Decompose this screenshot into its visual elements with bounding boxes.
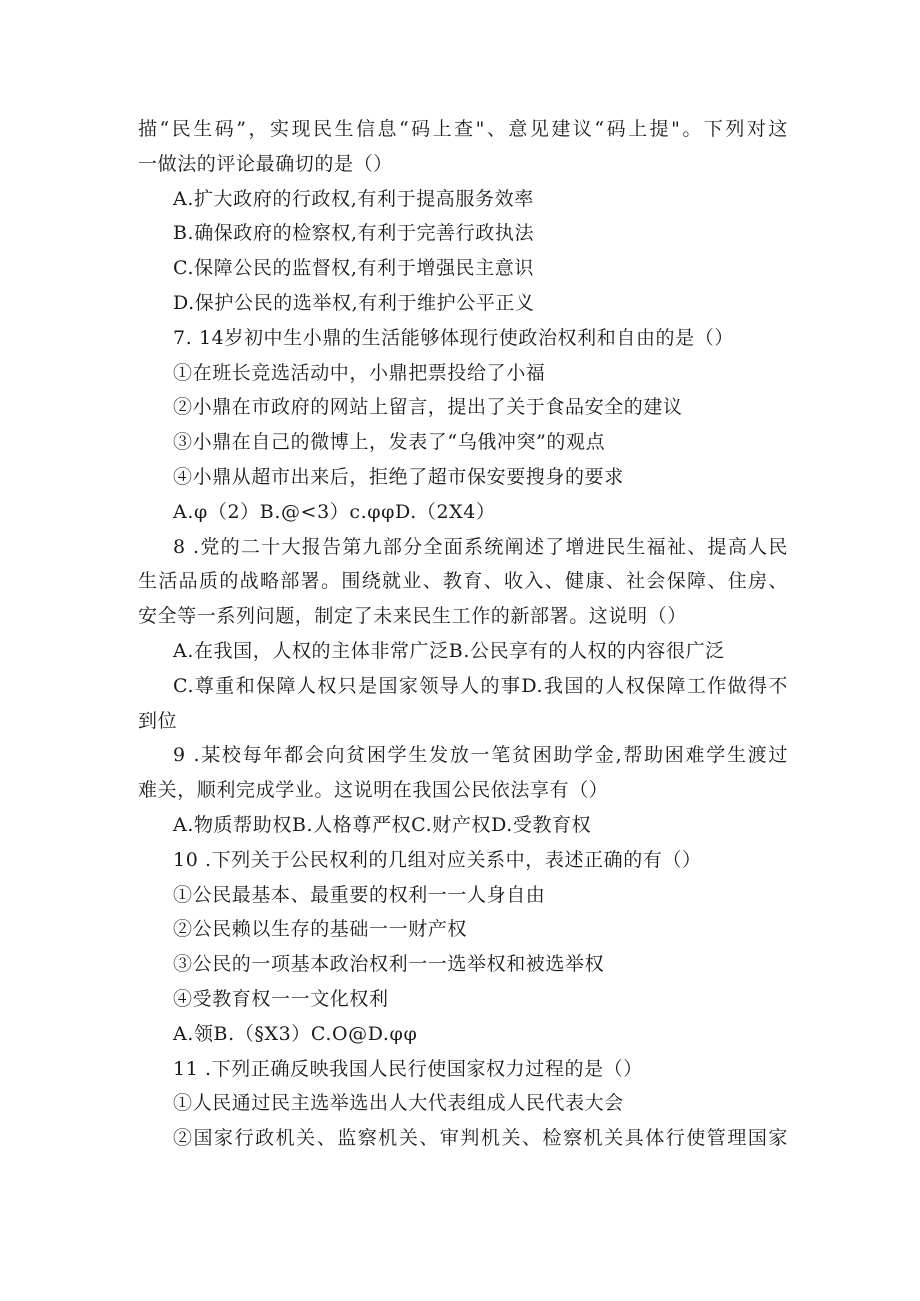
question-10: 10 .下列关于公民权利的几组对应关系中，表述正确的有（）	[173, 848, 702, 871]
statement-line: ②公民赖以生存的基础一一财产权	[173, 918, 468, 941]
statement-line: ①公民最基本、最重要的权利一一人身自由	[173, 883, 546, 906]
option-line: A.φ（2）B.@<3）c.φφD.（2X4）	[173, 500, 496, 523]
statement-line: ②国家行政机关、监察机关、审判机关、检察机关具体行使管理国家	[173, 1127, 788, 1150]
option-line: B.确保政府的检察权,有利于完善行政执法	[173, 222, 535, 245]
document-body	[138, 112, 788, 1156]
option-line: C.保障公民的监督权,有利于增强民主意识	[173, 257, 534, 280]
statement-line: ②小鼎在市政府的网站上留言，提出了关于食品安全的建议	[173, 396, 683, 419]
option-line: C.尊重和保障人权只是国家领导人的事D.我国的人权保障工作做得不	[173, 674, 788, 697]
text-line: 生活品质的战略部署。围绕就业、教育、收入、健康、社会保障、住房、	[138, 570, 788, 593]
statement-line: ①在班长竞选活动中，小鼎把票投给了小福	[173, 361, 546, 384]
question-7: 7. 14岁初中生小鼎的生活能够体现行使政治权利和自由的是（）	[173, 326, 734, 349]
text-line: 到位	[138, 709, 178, 732]
option-line: A.在我国，人权的主体非常广泛B.公民享有的人权的内容很广泛	[173, 639, 725, 662]
question-8: 8 .党的二十大报告第九部分全面系统阐述了增进民生福祉、提高人民	[173, 535, 788, 558]
text-line: 安全等一系列问题，制定了未来民生工作的新部署。这说明（）	[138, 605, 687, 628]
text-line: 描“民生码”，实现民生信息“码上查"、意见建议“码上提"。下列对这	[138, 118, 788, 140]
option-line: A.物质帮助权B.人格尊严权C.财产权D.受教育权	[173, 813, 592, 836]
statement-line: ④小鼎从超市出来后，拒绝了超市保安要搜身的要求	[173, 465, 624, 488]
statement-line: ①人民通过民主选举选出人大代表组成人民代表大会	[173, 1092, 624, 1115]
option-line: D.保护公民的选举权,有利于维护公平正义	[173, 291, 535, 314]
text-line: 难关，顺利完成学业。这说明在我国公民依法享有（）	[138, 779, 609, 802]
statement-line: ③公民的一项基本政治权利一一选举权和被选举权	[173, 953, 605, 976]
statement-line: ④受教育权一一文化权利	[173, 987, 389, 1010]
question-11: 11 .下列正确反映我国人民行使国家权力过程的是（）	[173, 1057, 643, 1080]
question-9: 9 .某校每年都会向贫困学生发放一笔贫困助学金,帮助困难学生渡过	[173, 744, 788, 767]
text-line: 一做法的评论最确切的是（）	[138, 152, 393, 175]
statement-line: ③小鼎在自己的微博上，发表了“乌俄冲突”的观点	[173, 431, 606, 454]
option-line: A.扩大政府的行政权,有利于提高服务效率	[173, 187, 534, 210]
option-line: A.领B.（§X3）C.O@D.φφ	[173, 1022, 418, 1045]
